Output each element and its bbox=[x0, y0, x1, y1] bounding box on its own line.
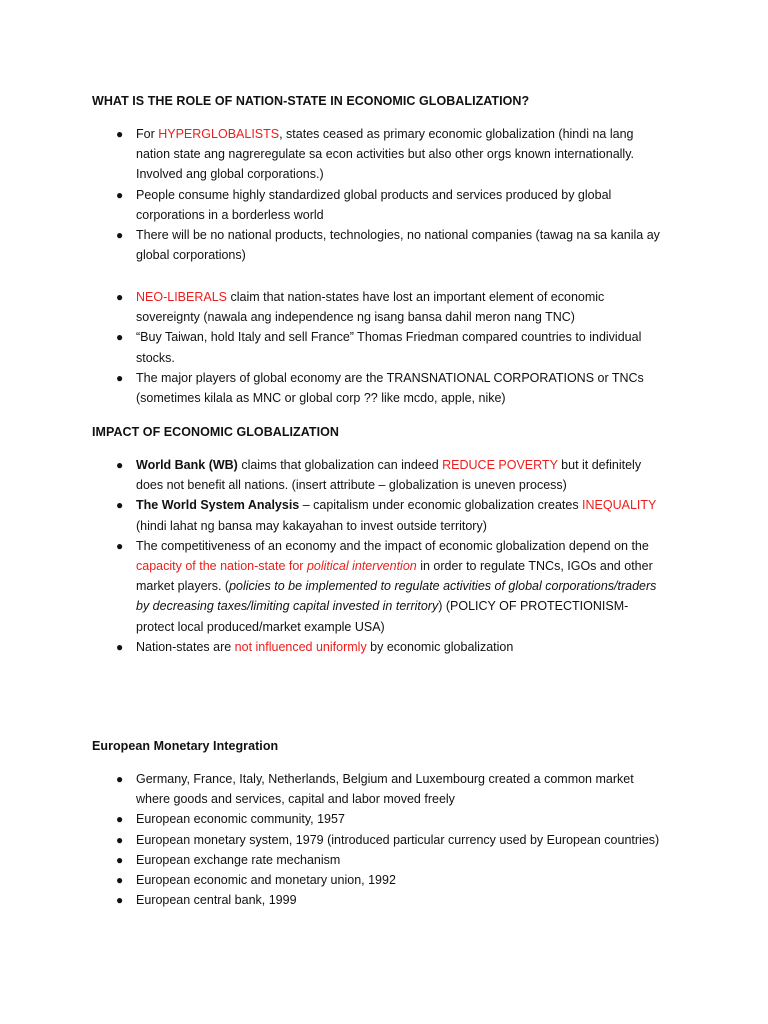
bullet-icon: ● bbox=[116, 187, 124, 202]
bullet-icon: ● bbox=[116, 458, 124, 472]
list-item: ● European monetary system, 1979 (introduced particular currency used by European countries) bbox=[0, 830, 666, 850]
list-item: ● European economic and monetary union, 1992 bbox=[0, 870, 666, 890]
highlight-political-intervention: political intervention bbox=[306, 559, 417, 574]
section-heading-nation-state: WHAT IS THE ROLE OF NATION-STATE IN ECONOMIC GLOBALIZATION? bbox=[92, 94, 530, 108]
list-item: ● The competitiveness of an economy and the impact of economic globalization depend on the capacity of the nation-state for political intervention in order to regulate TNCs, IGOs and other market players. (policies to be implemented to regulate activities of global corporations/traders by decreasing taxes/limiting capital invested in territory) (POLICY OF PROTECTIONISM-protect local produced/market example USA) bbox=[0, 536, 666, 637]
bullet-icon: ● bbox=[116, 228, 124, 243]
bullet-icon: ● bbox=[116, 538, 124, 553]
list-item: ● European central bank, 1999 bbox=[0, 890, 666, 910]
list-item: ● Germany, France, Italy, Netherlands, Belgium and Luxembourg created a common market where goods and services, capital and labor moved freely bbox=[0, 769, 666, 809]
bullet-icon: ● bbox=[116, 832, 124, 847]
bullet-list-neoliberals bbox=[0, 287, 768, 408]
list-item: ● The World System Analysis – capitalism under economic globalization creates INEQUALITY (hindi lahat ng bansa may kakayahan to invest outside territory) bbox=[0, 495, 666, 535]
list-item: ● World Bank (WB) claims that globalization can indeed REDUCE POVERTY but it definitely does not benefit all nations. (insert attribute – globalization is uneven process) bbox=[0, 455, 666, 495]
bullet-icon: ● bbox=[116, 772, 124, 786]
bullet-icon: ● bbox=[116, 852, 124, 867]
bullet-icon: ● bbox=[116, 330, 124, 345]
list-item: ● European exchange rate mechanism bbox=[0, 850, 666, 870]
list-item: ● Nation-states are not influenced uniformly by economic globalization bbox=[0, 637, 666, 657]
bullet-list-hyperglobalists bbox=[0, 124, 768, 265]
bullet-icon: ● bbox=[116, 127, 124, 141]
highlight-reduce-poverty: REDUCE POVERTY bbox=[442, 458, 558, 472]
list-item: ● For HYPERGLOBALISTS, states ceased as primary economic globalization (hindi na lang nation state ang nagreregulate sa econ activities but also other orgs known internationally. Involved ang global corporations.) bbox=[0, 124, 666, 185]
list-item: ● “Buy Taiwan, hold Italy and sell France” Thomas Friedman compared countries to individual stocks. bbox=[0, 327, 666, 367]
bullet-list-impact bbox=[0, 455, 768, 657]
highlight-hyperglobalists: HYPERGLOBALISTS bbox=[158, 127, 280, 141]
highlight-inequality: INEQUALITY bbox=[582, 498, 657, 513]
bullet-list-european bbox=[0, 769, 768, 910]
list-item: ● The major players of global economy are the TRANSNATIONAL CORPORATIONS or TNCs (sometimes kilala as MNC or global corp ?? like mcdo, apple, nike) bbox=[0, 368, 666, 408]
bullet-icon: ● bbox=[116, 290, 124, 304]
list-item: ● People consume highly standardized global products and services produced by global corporations in a borderless world bbox=[0, 185, 666, 225]
section-heading-european-monetary: European Monetary Integration bbox=[92, 739, 279, 753]
bullet-icon: ● bbox=[116, 873, 124, 888]
bullet-icon: ● bbox=[116, 812, 124, 827]
section-heading-impact: IMPACT OF ECONOMIC GLOBALIZATION bbox=[92, 425, 339, 439]
bullet-icon: ● bbox=[116, 639, 124, 654]
list-item: ● European economic community, 1957 bbox=[0, 809, 666, 829]
list-item: ● NEO-LIBERALS claim that nation-states have lost an important element of economic sovereignty (nawala ang independence ng isang bansa dahil meron nang TNC) bbox=[0, 287, 666, 327]
bullet-icon: ● bbox=[116, 498, 124, 513]
highlight-neoliberals: NEO-LIBERALS bbox=[136, 290, 228, 304]
list-item: ● There will be no national products, technologies, no national companies (tawag na sa kanila ay global corporations) bbox=[0, 225, 666, 265]
bullet-icon: ● bbox=[116, 893, 124, 908]
bullet-icon: ● bbox=[116, 370, 124, 385]
highlight-not-influenced-uniformly: not influenced uniformly bbox=[234, 639, 367, 654]
